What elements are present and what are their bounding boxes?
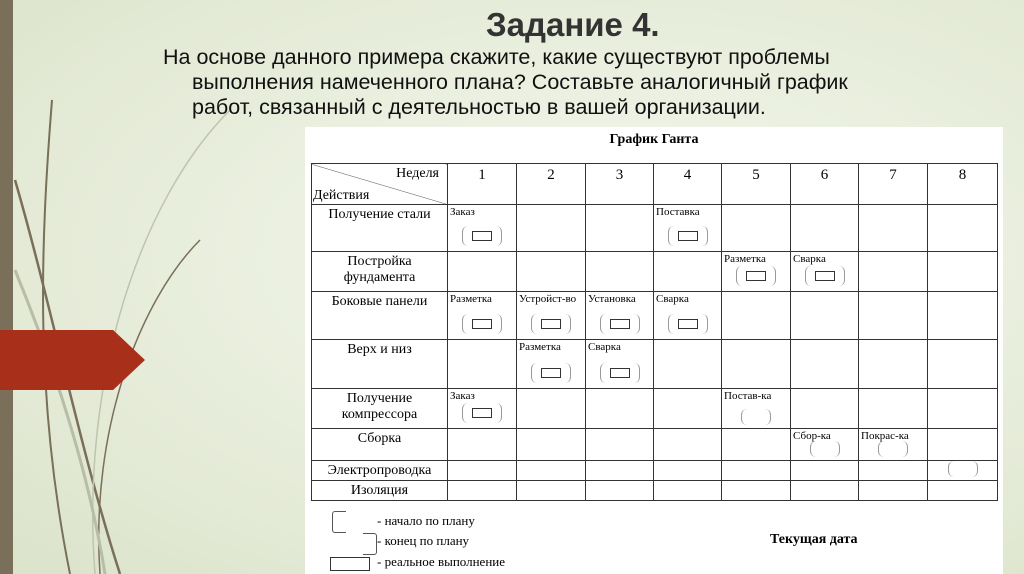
plan-bracket-icon: [462, 226, 502, 246]
gantt-cell: [654, 252, 722, 292]
plan-bracket-icon: [805, 266, 845, 286]
task-line: работ, связанный с деятельностью в вашей организации.: [192, 95, 766, 119]
actual-box-icon: [678, 319, 698, 329]
gantt-cell: [722, 429, 791, 461]
action-label: Изоляция: [312, 481, 448, 501]
actual-box-icon: [541, 319, 561, 329]
table-row: [312, 389, 998, 429]
gantt-cell: [791, 429, 859, 461]
gantt-cell: [586, 205, 654, 252]
task-label: Заказ: [450, 206, 475, 218]
task-label: Устройст-во: [519, 293, 577, 305]
actual-box-icon: [541, 368, 561, 378]
gantt-cell: [517, 340, 586, 389]
table-row: [312, 481, 998, 501]
gantt-cell: [654, 205, 722, 252]
gantt-cell: [928, 205, 998, 252]
gantt-cell: [517, 461, 586, 481]
plan-bracket-icon: [462, 314, 502, 334]
gantt-cell: [448, 205, 517, 252]
gantt-cell: [448, 429, 517, 461]
gantt-cell: [654, 389, 722, 429]
gantt-cell: [448, 461, 517, 481]
gantt-cell: [791, 389, 859, 429]
gantt-cell: [722, 340, 791, 389]
gantt-cell: [654, 292, 722, 340]
table-row: [312, 292, 998, 340]
gantt-cell: [586, 429, 654, 461]
gantt-cell: [722, 389, 791, 429]
task-label: Сбор-ка: [793, 430, 831, 442]
week-header: 5: [722, 164, 791, 205]
gantt-cell: [859, 461, 928, 481]
gantt-cell: [448, 481, 517, 501]
gantt-cell: [448, 252, 517, 292]
plan-bracket-icon: [741, 409, 771, 425]
actual-box-icon: [746, 271, 766, 281]
gantt-cell: [791, 340, 859, 389]
plan-bracket-icon: [948, 461, 978, 477]
actual-box-icon: [472, 408, 492, 418]
week-header: 1: [448, 164, 517, 205]
gantt-cell: [859, 252, 928, 292]
gantt-cell: [928, 481, 998, 501]
gantt-cell: [586, 461, 654, 481]
gantt-cell: [859, 292, 928, 340]
actual-box-icon: [610, 319, 630, 329]
gantt-cell: [859, 340, 928, 389]
action-label: Получение компрессора: [312, 389, 448, 429]
gantt-image: [305, 127, 1003, 574]
gantt-cell: [654, 461, 722, 481]
actual-box-icon: [472, 231, 492, 241]
gantt-cell: [517, 389, 586, 429]
actual-box-icon: [678, 231, 698, 241]
gantt-cell: [791, 252, 859, 292]
table-row: [312, 205, 998, 252]
gantt-cell: [586, 389, 654, 429]
week-label: Неделя: [396, 166, 439, 181]
gantt-cell: [791, 205, 859, 252]
gantt-cell: [859, 389, 928, 429]
plan-bracket-icon: [810, 441, 840, 457]
actual-box-icon: [610, 368, 630, 378]
gantt-cell: [928, 461, 998, 481]
action-label: Верх и низ: [312, 340, 448, 389]
corner-header: [312, 164, 448, 205]
plan-bracket-icon: [668, 226, 708, 246]
plan-bracket-icon: [878, 441, 908, 457]
actions-label: Действия: [313, 188, 370, 203]
action-label: Сборка: [312, 429, 448, 461]
gantt-cell: [791, 292, 859, 340]
actual-box-icon: [815, 271, 835, 281]
gantt-cell: [791, 481, 859, 501]
task-label: Покрас-ка: [861, 430, 909, 442]
gantt-cell: [517, 481, 586, 501]
task-label: Разметка: [450, 293, 492, 305]
gantt-cell: [586, 481, 654, 501]
gantt-cell: [928, 389, 998, 429]
actual-box-icon: [330, 557, 370, 571]
gantt-cell: [448, 340, 517, 389]
action-label: Получение стали: [312, 205, 448, 252]
week-header: 6: [791, 164, 859, 205]
plan-start-bracket-icon: [332, 511, 346, 533]
gantt-cell: [722, 205, 791, 252]
plan-bracket-icon: [531, 363, 571, 383]
task-label: Разметка: [519, 341, 561, 353]
plan-bracket-icon: [600, 363, 640, 383]
gantt-cell: [722, 481, 791, 501]
task-label: Сварка: [793, 253, 826, 265]
table-row: [312, 252, 998, 292]
gantt-cell: [859, 205, 928, 252]
gantt-cell: [517, 429, 586, 461]
week-header: 3: [586, 164, 654, 205]
actual-box-icon: [472, 319, 492, 329]
gantt-cell: [928, 340, 998, 389]
gantt-cell: [722, 292, 791, 340]
plan-bracket-icon: [531, 314, 571, 334]
plan-bracket-icon: [668, 314, 708, 334]
action-label: Боковые панели: [312, 292, 448, 340]
gantt-cell: [517, 252, 586, 292]
task-line: выполнения намеченного плана? Составьте аналогичный график: [192, 70, 848, 94]
slide-title: Задание 4.: [486, 6, 660, 43]
gantt-cell: [859, 429, 928, 461]
task-label: Сварка: [588, 341, 621, 353]
week-header: 4: [654, 164, 722, 205]
gantt-cell: [448, 292, 517, 340]
gantt-cell: [722, 461, 791, 481]
gantt-cell: [517, 205, 586, 252]
plan-end-bracket-icon: [363, 533, 377, 555]
gantt-title: График Ганта: [609, 132, 699, 147]
gantt-cell: [859, 481, 928, 501]
gantt-cell: [722, 252, 791, 292]
plan-bracket-icon: [736, 266, 776, 286]
task-line: На основе данного примера скажите, какие существуют проблемы: [163, 45, 830, 69]
task-label: Сварка: [656, 293, 689, 305]
table-row: [312, 461, 998, 481]
gantt-cell: [517, 292, 586, 340]
plan-bracket-icon: [462, 403, 502, 423]
week-header: 7: [859, 164, 928, 205]
gantt-table: [311, 163, 998, 501]
gantt-cell: [586, 340, 654, 389]
action-label: Постройка фундамента: [312, 252, 448, 292]
week-header: 2: [517, 164, 586, 205]
task-label: Разметка: [724, 253, 766, 265]
gantt-cell: [928, 252, 998, 292]
task-label: Поставка: [656, 206, 700, 218]
table-row: [312, 429, 998, 461]
gantt-cell: [654, 481, 722, 501]
current-date-label: Текущая дата: [770, 532, 858, 547]
gantt-cell: [654, 340, 722, 389]
gantt-cell: [791, 461, 859, 481]
task-label: Заказ: [450, 390, 475, 402]
week-header: 8: [928, 164, 998, 205]
gantt-cell: [586, 292, 654, 340]
gantt-cell: [448, 389, 517, 429]
legend-end: - конец по плану: [377, 533, 470, 548]
gantt-cell: [928, 429, 998, 461]
gantt-cell: [654, 429, 722, 461]
legend-start: - начало по плану: [377, 513, 475, 528]
gantt-cell: [928, 292, 998, 340]
task-label: Установка: [588, 293, 636, 305]
legend-actual: - реальное выполнение: [377, 554, 506, 569]
table-row: [312, 340, 998, 389]
task-text: [163, 45, 993, 120]
task-label: Постав-ка: [724, 390, 772, 402]
action-label: Электропроводка: [312, 461, 448, 481]
plan-bracket-icon: [600, 314, 640, 334]
gantt-cell: [586, 252, 654, 292]
